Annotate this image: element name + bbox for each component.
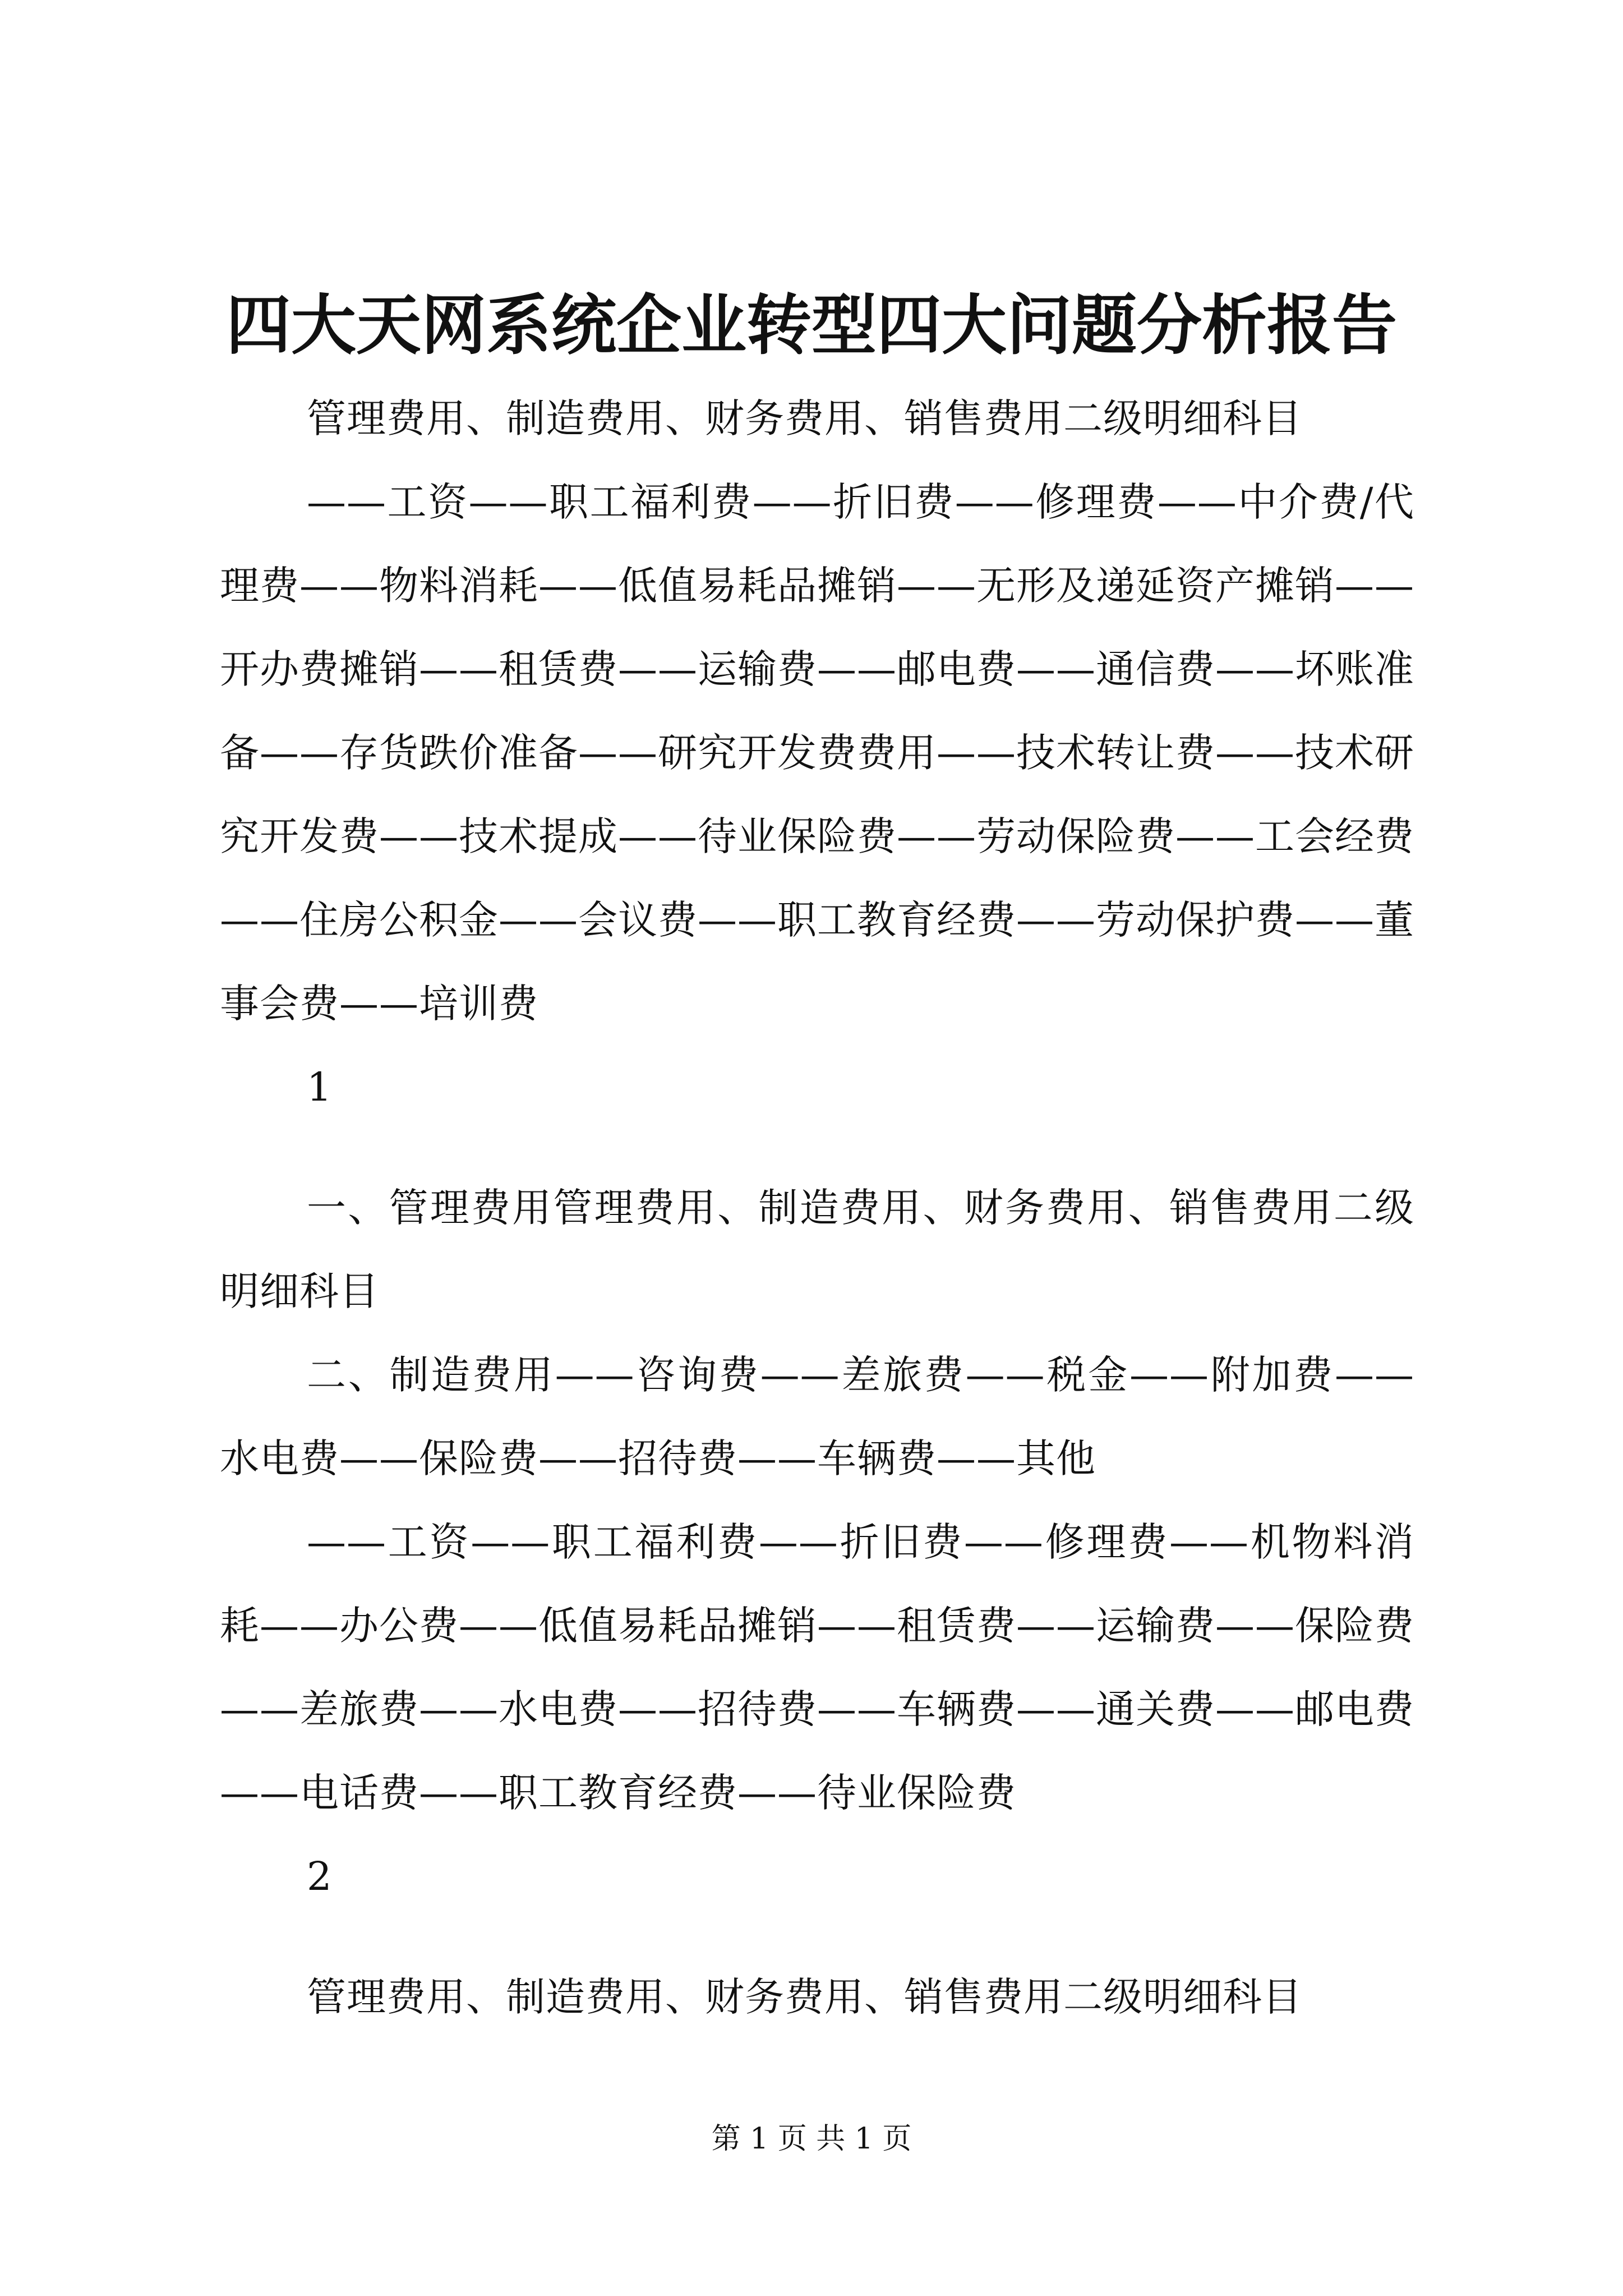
section-number: 1 [307,1064,332,1110]
page-footer: 第 1 页 共 1 页 [711,2122,912,2156]
paragraph: 二、制造费用——咨询费——差旅费——税金——附加费——水电费——保险费——招待费——车辆费——其他 [220,1352,1414,1481]
document-body [220,377,1414,2039]
paragraph: ——工资——职工福利费——折旧费——修理费——中介费/代理费——物料消耗——低值易耗品摊销——无形及递延资产摊销——开办费摊销——租赁费——运输费——邮电费——通信费——坏账准备——存货跌价准备——研究开发费费用——技术转让费——技术研究开发费——技术提成——待业保险费——劳动保险费——工会经费——住房公积金——会议费——职工教育经费——劳动保护费——董事会费——培训费 [220,479,1414,1027]
paragraph: ——工资——职工福利费——折旧费——修理费——机物料消耗——办公费——低值易耗品摊销——租赁费——运输费——保险费——差旅费——水电费——招待费——车辆费——通关费——邮电费——电话费——职工教育经费——待业保险费 [220,1519,1414,1816]
paragraph: 管理费用、制造费用、财务费用、销售费用二级明细科目 [307,1974,1302,2020]
paragraph: 一、管理费用管理费用、制造费用、财务费用、销售费用二级明细科目 [220,1185,1414,1314]
document-title: 四大天网系统企业转型四大问题分析报告 [226,287,1397,364]
paragraph: 管理费用、制造费用、财务费用、销售费用二级明细科目 [307,395,1302,441]
section-number: 2 [307,1853,332,1899]
